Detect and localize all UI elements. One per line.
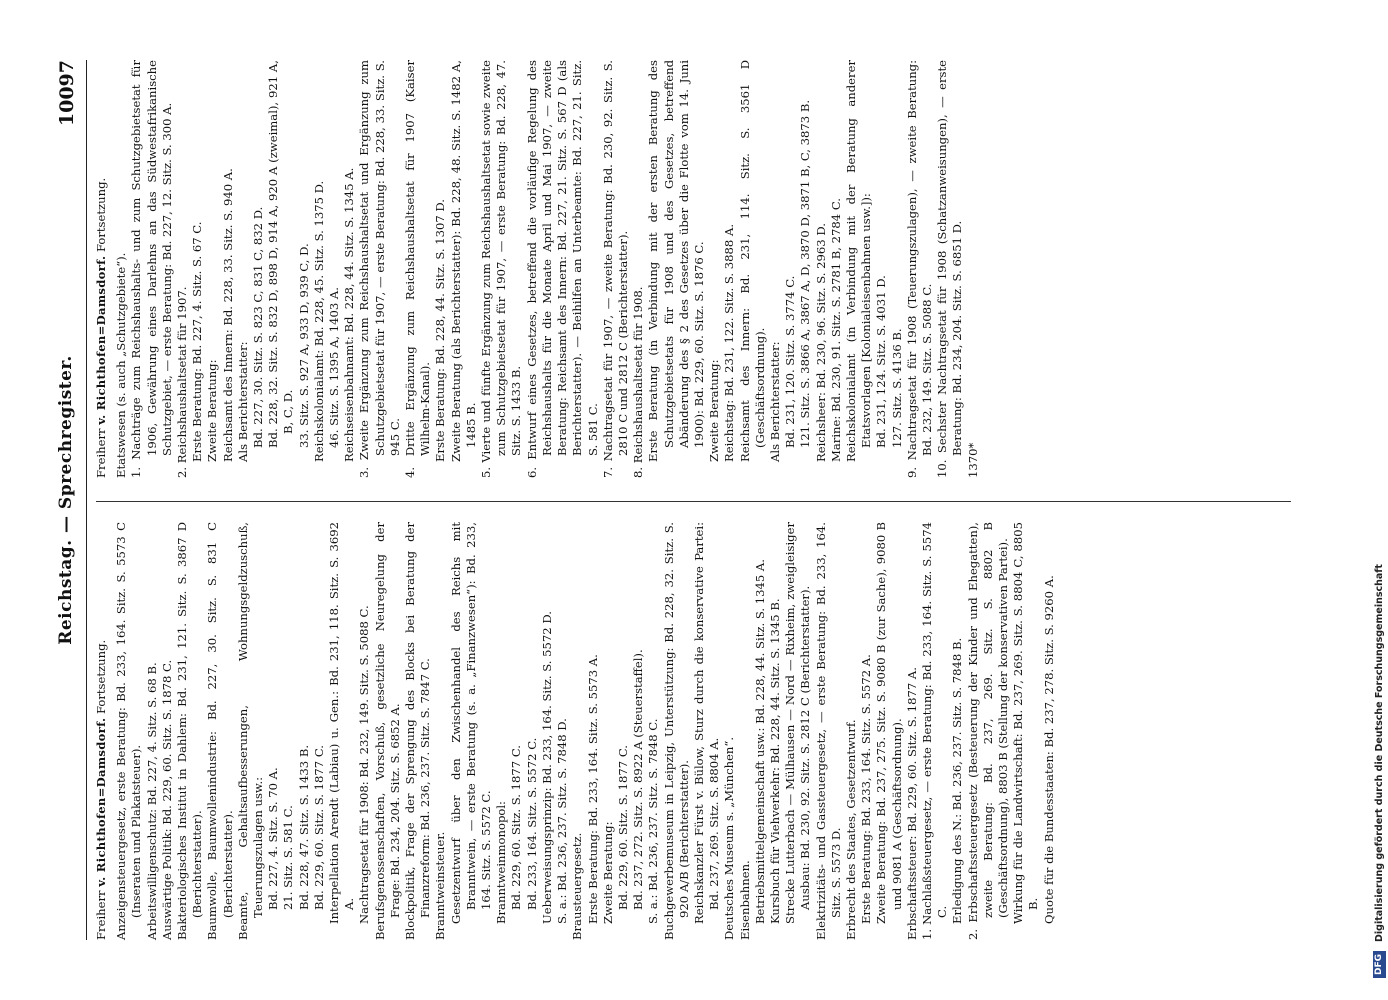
- index-entry: Beamte, Gehaltsaufbesserungen, Wohnungsgeldzuschuß, Teuerungszulagen usw.:: [235, 522, 266, 940]
- index-entry: Brausteuergesetz.: [570, 832, 585, 940]
- entry-list: [114, 522, 1057, 940]
- index-entry: Reichskolonialamt: Bd. 228, 45. Sitz. S. 1375 D.: [311, 180, 326, 462]
- index-entry: Branntweinmonopol:: [494, 801, 509, 924]
- right-column: [94, 60, 1299, 478]
- index-entry: 33. Sitz. S. 927 A, 933 D, 939 C, D.: [296, 243, 311, 448]
- index-entry: Branntweinsteuer.: [433, 831, 448, 940]
- index-entry: Buchgewerbemuseum in Leipzig, Unterstützung: Bd. 228, 32. Sitz. S. 920 A/B (Berichterstatter).: [661, 522, 691, 940]
- continuation-note: Fortsetzung.: [94, 177, 108, 253]
- index-entry: Reichskanzler Fürst v. Bülow, Sturz durch die konservative Partei: Bd. 237, 269. Sitz. S. 8804 A.: [691, 522, 722, 924]
- index-entry: Anzeigensteuergesetz, erste Beratung: Bd. 233, 164. Sitz. S. 5573 C (Inseraten und Plakatsteuer).: [114, 522, 144, 940]
- continuation-title: Freiherr: [94, 428, 108, 478]
- index-entry: Erste Beratung: Bd. 227, 4. Sitz. S. 67 C.: [190, 221, 205, 462]
- index-entry: Erste Beratung: Bd. 233, 164. Sitz. S. 5573 A.: [585, 654, 600, 924]
- index-entry: Bd. 227, 4. Sitz. S. 70 A.: [266, 767, 281, 910]
- index-entry: Bakteriologisches Institut in Dahlem: Bd. 231, 121. Sitz. S. 3867 D (Berichterstatter).: [175, 522, 205, 940]
- index-entry: Zweite Beratung:: [707, 359, 722, 462]
- index-entry: Bd. 231, 120. Sitz. S. 3774 C.: [783, 275, 798, 448]
- index-entry: 8. Reichshaushaltsetat für 1908.: [631, 286, 646, 478]
- index-entry: 6. Entwurf eines Gesetzes, betreffend die vorläufige Regelung des Reichshaushalts für die Monate April und Mai 1907, — zweite Beratung: Reichsamt des Innern: Bd. 227, 21. Sitz. S. 567 D (als Berichterstatter). — Beihilfen an Unterbeamte: Bd. 227, 21. Sitz. S. 581 C.: [524, 60, 600, 478]
- index-entry: Zweite Beratung:: [600, 821, 615, 924]
- page-number: 10097: [56, 60, 78, 127]
- entry-list: [114, 60, 981, 478]
- index-entry: 2. Reichshaushaltsetat für 1907.: [175, 286, 190, 478]
- index-entry: Reichstag: Bd. 231, 122. Sitz. S. 3888 A.: [722, 223, 737, 462]
- continuation-note: Fortsetzung.: [94, 639, 108, 715]
- index-entry: 10. Sechster Nachtragsetat für 1908 (Schatzanweisungen), — erste Beratung: Bd. 234, 204. Sitz. S. 6851 D.: [935, 60, 965, 478]
- index-entry: Bd. 233, 164. Sitz. S. 5572 C.: [524, 737, 539, 910]
- index-entry: S. a.: Bd. 236, 237. Sitz. S. 7848 C.: [646, 718, 661, 924]
- index-entry: Bd. 231, 124. Sitz. S. 4031 D.: [874, 275, 889, 448]
- index-entry: Zweite Beratung (als Berichterstatter): Bd. 228, 48. Sitz. S. 1482 A, 1485 B.: [448, 60, 478, 462]
- index-entry: Wirkung für die Landwirtschaft: Bd. 237, 269. Sitz. S. 8804 C, 8805 B.: [1011, 522, 1041, 924]
- index-entry: Eisenbahnen.: [737, 860, 752, 940]
- index-entry: 5. Vierte und fünfte Ergänzung zum Reichshaushaltsetat sowie zweite zum Schutzgebietsetat für 1907, — erste Beratung: Bd. 228, 47. Sitz. S. 1433 B.: [479, 60, 524, 478]
- index-entry: Bd. 229, 60. Sitz. S. 1877 C.: [509, 745, 524, 910]
- continuation-name: v. Richthofen=Damsdorf.: [94, 717, 108, 887]
- index-entry: Erbschaftssteuer: Bd. 229, 60. Sitz. S. 1877 A.: [904, 667, 919, 940]
- page-header: [52, 60, 87, 940]
- index-entry: 1370*: [965, 442, 980, 478]
- index-entry: Zweite Beratung: Bd. 237, 275. Sitz. S. 9080 B (zur Sache), 9080 B und 9081 A (Geschäftsordnung).: [874, 522, 904, 924]
- running-title: Reichstag. — Sprechregister.: [56, 355, 76, 645]
- index-entry: Erste Beratung: Bd. 233, 164. Sitz. S. 5572 A.: [859, 654, 874, 924]
- index-entry: Erledigung des N.: Bd. 236, 237. Sitz. S. 7848 B.: [950, 637, 965, 924]
- column-divider: [96, 501, 1291, 502]
- index-entry: Arbeitswilligenschutz: Bd. 227, 4. Sitz. S. 68 B.: [144, 662, 159, 940]
- index-entry: Deutsches Museum s. „München“.: [722, 736, 737, 940]
- index-entry: 4. Dritte Ergänzung zum Reichshaushaltsetat für 1907 (Kaiser Wilhelm-Kanal).: [403, 60, 433, 478]
- index-entry: Zweite Beratung:: [205, 359, 220, 462]
- left-column: [94, 522, 1299, 940]
- index-entry: 46. Sitz. S. 1395 A, 1403 A.: [327, 287, 342, 448]
- index-entry: Kursbuch für Viehverkehr: Bd. 228, 44. Sitz. S. 1345 B.: [767, 598, 782, 924]
- index-entry: S. a.: Bd. 236, 237. Sitz. S. 7848 D.: [555, 718, 570, 924]
- index-entry: Erste Beratung (in Verbindung mit der ersten Beratung des Schutzgebietsetats für 1908 und des Gesetzes, betreffend Abänderung des § 2 des Gesetzes über die Flotte vom 14. Juni 1900): Bd. 229, 60. Sitz. S. 1876 C.: [646, 60, 706, 462]
- index-entry: Interpellation Arendt (Labiau) u. Gen.: Bd. 231, 118. Sitz. S. 3692 A.: [327, 522, 357, 924]
- continuation-title: Freiherr: [94, 890, 108, 940]
- continuation-heading: [94, 60, 109, 478]
- index-entry: Betriebsmittelgemeinschaft usw.: Bd. 228, 44. Sitz. S. 1345 A.: [752, 559, 767, 924]
- index-entry: Reichseisenbahnamt: Bd. 228, 44. Sitz. S. 1345 A.: [342, 167, 357, 462]
- index-entry: Als Berichterstatter:: [235, 341, 250, 462]
- index-entry: Auswärtige Politik: Bd. 229, 60. Sitz. S. 1878 C.: [159, 659, 174, 940]
- index-entry: Reichskolonialamt (in Verbindung mit der Beratung anderer Etatsvorlagen [Kolonialeisenbahnen usw.]):: [843, 60, 874, 462]
- index-entry: 3. Zweite Ergänzung zum Reichshaushaltsetat und Ergänzung zum Schutzgebietsetat für 1907, — erste Beratung: Bd. 228, 33. Sitz. S. 945 C.: [357, 60, 402, 478]
- index-entry: Strecke Lutterbach — Mülhausen — Nord — Rixheim, zweigleisiger Ausbau: Bd. 230, 92. Sitz. S. 2812 C (Berichterstatter).: [783, 522, 813, 924]
- index-entry: Bd. 227, 30. Sitz. S. 823 C, 831 C, 832 D.: [251, 206, 266, 448]
- index-entry: Marine: Bd. 230, 91. Sitz. S. 2781 B, 2784 C.: [828, 198, 843, 462]
- continuation-heading: [94, 522, 109, 940]
- index-entry: Reichsamt des Innern: Bd. 228, 33. Sitz. S. 940 A.: [220, 168, 235, 462]
- index-entry: 127. Sitz. S. 4136 B.: [889, 328, 904, 448]
- index-entry: Bd. 228, 47. Sitz. S. 1433 B.: [296, 744, 311, 910]
- dfg-logo: DFG: [1373, 951, 1386, 978]
- digitization-note: Digitalisierung gefördert durch die Deutsche Forschungsgemeinschaft: [1374, 564, 1385, 942]
- index-entry: Nachtragsetat für 1908: Bd. 232, 149. Sitz. S. 5088 C.: [357, 605, 372, 924]
- index-entry: Erste Beratung: Bd. 228, 44. Sitz. S. 1307 D.: [433, 199, 448, 462]
- index-entry: 21. Sitz. S. 581 C.: [281, 805, 296, 910]
- index-entry: Reichsamt des Innern: Bd. 231, 114. Sitz. S. 3561 D (Geschäftsordnung).: [737, 60, 767, 462]
- index-entry: Etatswesen (s. auch „Schutzgebiete“).: [114, 252, 129, 478]
- index-entry: 1. Nachlaßsteuergesetz, — erste Beratung: Bd. 233, 164. Sitz. S. 5574 C.: [919, 522, 950, 940]
- digitization-stamp: [1374, 8, 1388, 978]
- continuation-name: v. Richthofen=Damsdorf.: [94, 255, 108, 425]
- index-entry: Quote für die Bundesstaaten: Bd. 237, 278. Sitz. S. 9260 A.: [1041, 575, 1056, 924]
- index-entry: Als Berichterstatter:: [767, 341, 782, 462]
- index-entry: 1. Nachträge zum Reichshaushalts- und zum Schutzgebietsetat für 1906, Gewährung eines Darlehns an das Südwestafrikanische Schutzgebiet, — erste Beratung: Bd. 227, 12. Sitz. S. 300 A.: [129, 60, 174, 478]
- index-entry: 7. Nachtragsetat für 1907, — zweite Beratung: Bd. 230, 92. Sitz. S. 2810 C und 2812 C (Berichterstatter).: [600, 60, 630, 478]
- index-entry: Bd. 237, 272. Sitz. S. 8922 A (Steuerstaffel).: [631, 649, 646, 910]
- index-entry: Berufsgenossenschaften, Vorschuß, gesetzliche Neuregelung der Frage: Bd. 234, 204. Sitz. S. 6852 A.: [372, 522, 402, 940]
- index-entry: Gesetzentwurf über den Zwischenhandel des Reichs mit Branntwein, — erste Beratung (s. a. „Finanzwesen“): Bd. 233, 164. Sitz. S. 5572 C.: [448, 522, 494, 924]
- index-entry: Bd. 229, 60. Sitz. S. 1877 C.: [311, 745, 326, 910]
- index-entry: Bd. 228, 32. Sitz. S. 832 D, 898 D, 914 A, 920 A (zweimal), 921 A, B, C, D.: [266, 60, 296, 448]
- index-entry: Blockpolitik, Frage der Sprengung des Blocks bei Beratung der Finanzreform: Bd. 236, 237. Sitz. S. 7847 C.: [403, 522, 433, 940]
- index-entry: Erbrecht des Staates, Gesetzentwurf.: [843, 719, 858, 940]
- index-entry: Bd. 229, 60. Sitz. S. 1877 C.: [615, 745, 630, 910]
- index-entry: Reichsheer: Bd. 230, 96. Sitz. S. 2963 D.: [813, 223, 828, 462]
- index-entry: Ueberweisungsprinzip: Bd. 233, 164. Sitz. S. 5572 D.: [539, 611, 554, 924]
- index-entry: 9. Nachtragsetat für 1908 (Teuerungszulagen), — zweite Beratung: Bd. 232, 149. Sitz. S. 5088 C.: [904, 60, 934, 478]
- index-entry: Elektrizitäts- und Gassteuergesetz, — erste Beratung: Bd. 233, 164. Sitz. S. 5573 D.: [813, 522, 843, 940]
- index-entry: 2. Erbschaftssteuergesetz (Besteuerung der Kinder und Ehegatten), zweite Beratung: Bd. 237, 269. Sitz. S. 8802 B (Geschäftsordnung), 8803 B (Stellung der konservativen Partei).: [965, 522, 1010, 940]
- index-entry: 121. Sitz. S. 3866 A, 3867 A, D, 3870 D, 3871 B, C, 3873 B.: [798, 99, 813, 448]
- index-entry: Baumwolle, Baumwollenindustrie: Bd. 227, 30. Sitz. S. 831 C (Berichterstatter).: [205, 522, 235, 940]
